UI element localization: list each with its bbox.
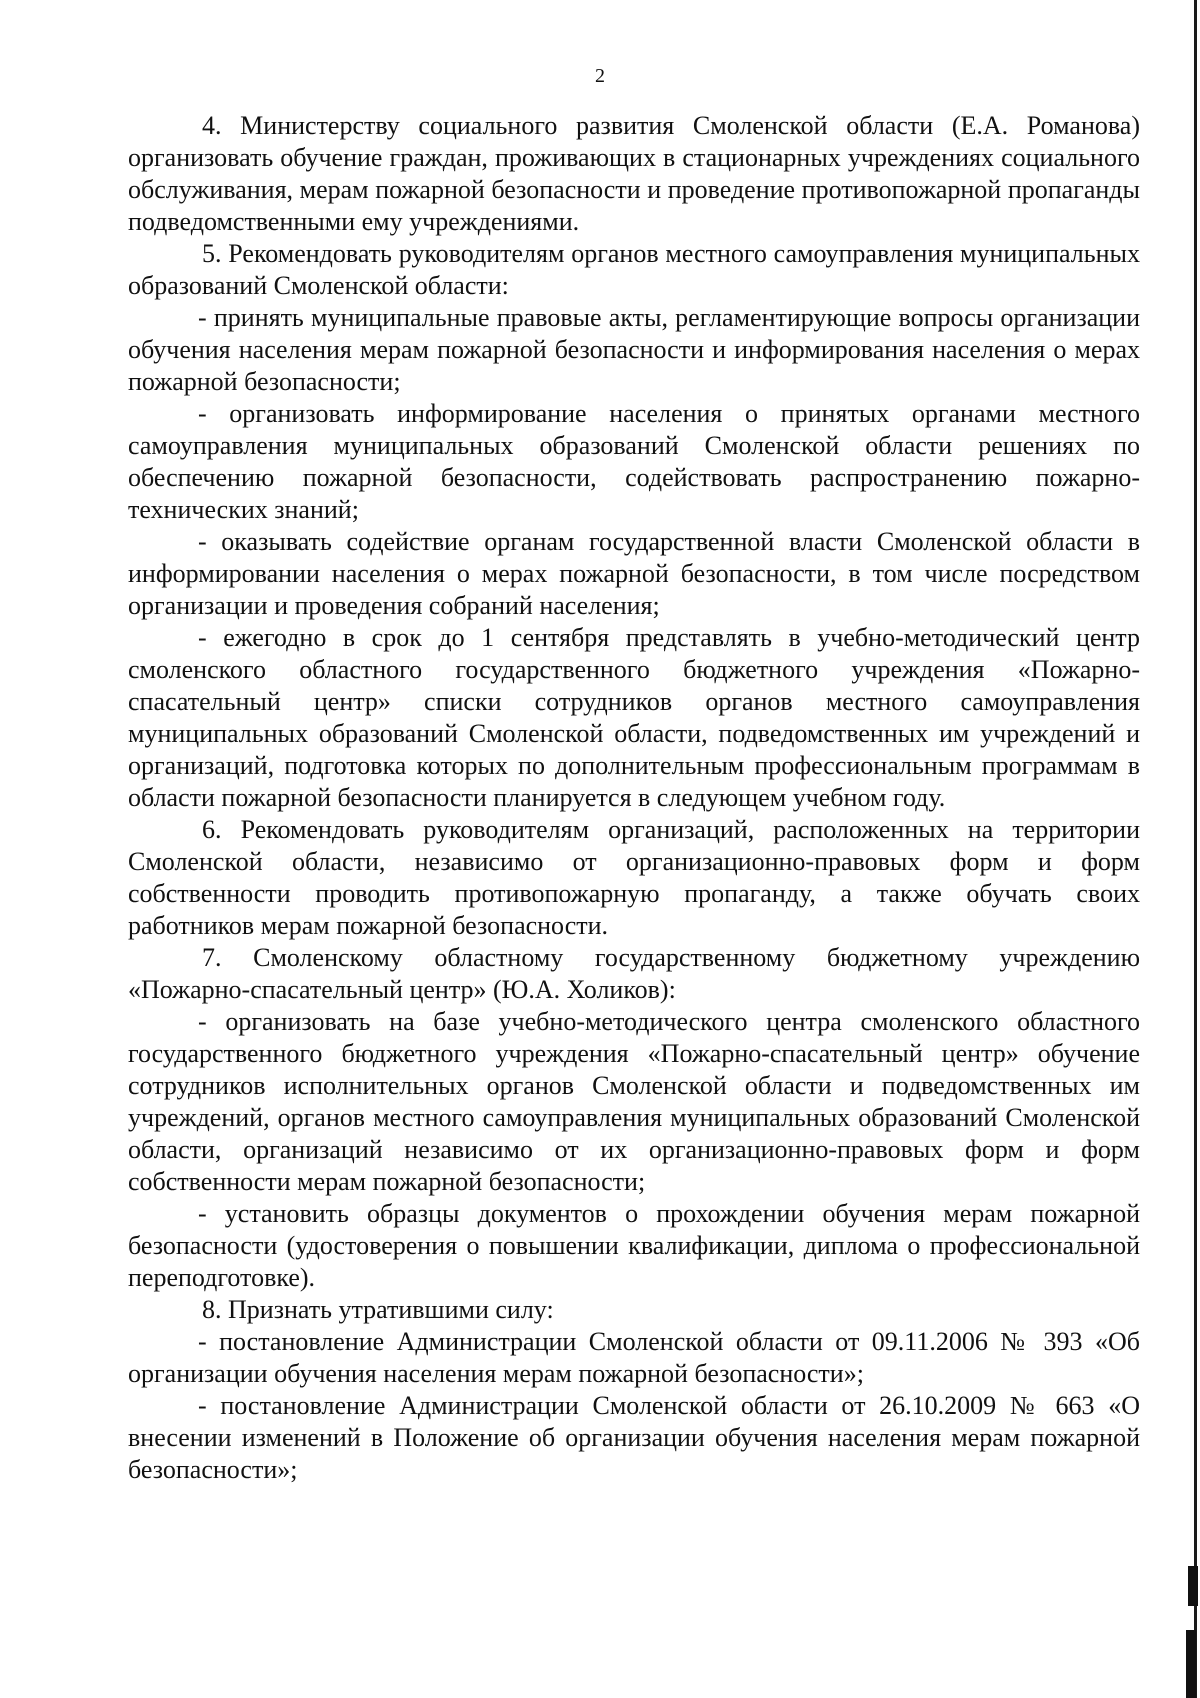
paragraph-subitem: - постановление Администрации Смоленской области от 26.10.2009 № 663 «О внесении изменений в Положение об организации обучения населения мерам пожарной безопасности»; (128, 1391, 1140, 1484)
paragraph-item-6: 6. Рекомендовать руководителям организаций, расположенных на территории Смоленской области, независимо от организационно-правовых форм и форм собственности проводить противопожарную пропаганду, а также обучать своих работников мерам пожарной безопасности. (128, 815, 1140, 940)
paragraph-subitem: - организовать на базе учебно-методического центра смоленского областного государственного бюджетного учреждения «Пожарно-спасательный центр» обучение сотрудников исполнительных органов Смоленской области и подведомственных им учреждений, органов местного самоуправления муниципальных образований Смоленской области, организаций независимо от их организационно-правовых форм и форм собственности мерам пожарной безопасности; (128, 1007, 1140, 1196)
document-body (128, 110, 1140, 1486)
paragraph-subitem: - установить образцы документов о прохождении обучения мерам пожарной безопасности (удостоверения о повышении квалификации, диплома о профессиональной переподготовке). (128, 1199, 1140, 1292)
paragraph-subitem: - ежегодно в срок до 1 сентября представлять в учебно-методический центр смоленского областного государственного бюджетного учреждения «Пожарно-спасательный центр» списки сотрудников органов местного самоуправления муниципальных образований Смоленской области, подведомственных им учреждений и организаций, подготовка которых по дополнительным профессиональным программам в области пожарной безопасности планируется в следующем учебном году. (128, 623, 1140, 812)
paragraph-item-8: 8. Признать утратившими силу: (202, 1295, 554, 1324)
paragraph-item-7: 7. Смоленскому областному государственному бюджетному учреждению «Пожарно-спасательный центр» (Ю.А. Холиков): (128, 943, 1140, 1004)
scan-edge-artifact (1186, 0, 1200, 1698)
paragraph-item-5: 5. Рекомендовать руководителям органов местного самоуправления муниципальных образований Смоленской области: (128, 239, 1140, 300)
paragraph-item-4: 4. Министерству социального развития Смоленской области (Е.А. Романова) организовать обучение граждан, проживающих в стационарных учреждениях социального обслуживания, мерам пожарной безопасности и проведение противопожарной пропаганды подведомственными ему учреждениями. (128, 111, 1140, 236)
paragraph-subitem: - принять муниципальные правовые акты, регламентирующие вопросы организации обучения населения мерам пожарной безопасности и информирования населения о мерах пожарной безопасности; (128, 303, 1140, 396)
paragraph-subitem: - оказывать содействие органам государственной власти Смоленской области в информировании населения о мерах пожарной безопасности, в том числе посредством организации и проведения собраний населения; (128, 527, 1140, 620)
page-number: 2 (595, 65, 605, 87)
paragraph-subitem: - организовать информирование населения о принятых органами местного самоуправления муниципальных образований Смоленской области решениях по обеспечению пожарной безопасности, содействовать распространению пожарно-технических знаний; (128, 399, 1140, 524)
paragraph-subitem: - постановление Администрации Смоленской области от 09.11.2006 № 393 «Об организации обучения населения мерам пожарной безопасности»; (128, 1327, 1140, 1388)
